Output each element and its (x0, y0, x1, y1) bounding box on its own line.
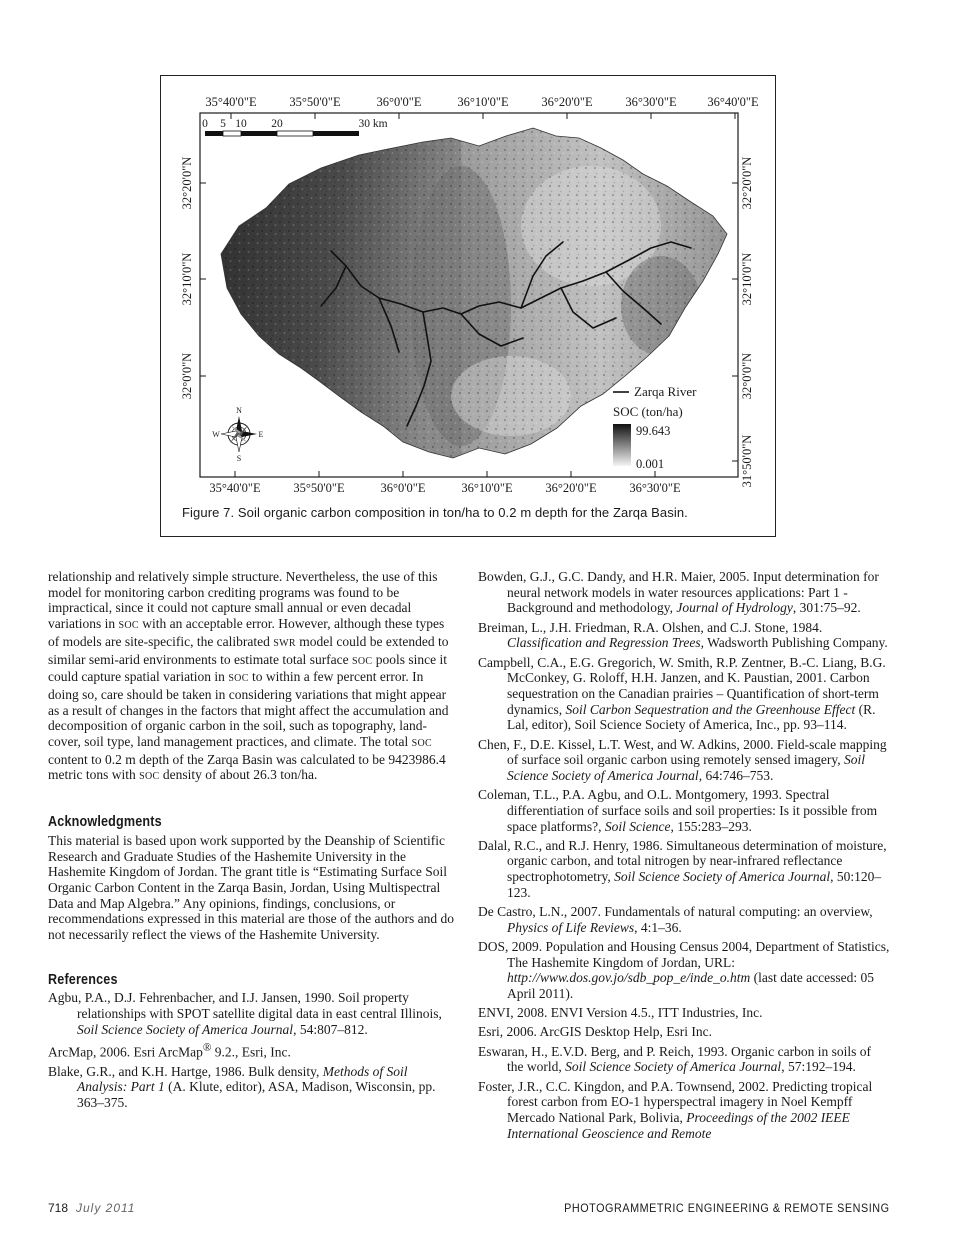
lat-label-left: 32°20'0"N (180, 156, 194, 210)
soc-legend-ramp (613, 424, 631, 466)
lon-label-top: 36°40'0"E (707, 95, 759, 109)
left-column (48, 569, 456, 1114)
references-list-right (478, 569, 890, 1141)
compass-n: N (236, 406, 242, 415)
lon-label-top: 36°10'0"E (457, 95, 509, 109)
reference-entry: Chen, F., D.E. Kissel, L.T. West, and W. Adkins, 2000. Field-scale mapping of surface soil organic carbon using remotely sensed imagery, Soil Science Society of America Journal, 64:746–753. (478, 736, 887, 783)
scale-label: 5 (220, 118, 226, 130)
lon-label-bottom: 36°10'0"E (461, 481, 513, 495)
journal-name: PHOTOGRAMMETRIC ENGINEERING & REMOTE SENSING (564, 1201, 890, 1215)
figure-7 (160, 75, 776, 537)
soc-legend-max: 99.643 (636, 424, 671, 438)
scale-label: 10 (235, 118, 247, 130)
lat-label-right: 31°50'0"N (740, 434, 754, 488)
compass-e: E (258, 430, 264, 439)
reference-entry: Dalal, R.C., and R.J. Henry, 1986. Simultaneous determination of moisture, organic carbon, and total nitrogen by near-infrared reflectance spectrophotometry, Soil Science Society of America Journal, 50:120–123. (478, 837, 887, 900)
page-number: 718 (48, 1201, 69, 1215)
lat-label-right: 32°20'0"N (740, 156, 754, 210)
acknowledgments-text: This material is based upon work supported by the Deanship of Scientific Research and Graduate Studies of the Hashemite University in the Hashemite Kingdom of Jordan. The grant title is “Estimating Surface Soil Organic Carbon Content in the Zarqa Basin, Jordan, Using Multispectral Data and Map Algebra.” Any opinions, findings, conclusions, or recommendations expressed in this material are those of the authors and do not necessarily reflect the views of the Hashemite University. (48, 832, 455, 943)
acknowledgments-heading: Acknowledgments (48, 813, 162, 831)
soc-legend-title: SOC (ton/ha) (613, 404, 683, 419)
soc-map (161, 76, 777, 538)
lat-label-right: 32°10'0"N (740, 252, 754, 306)
references-list-left (48, 990, 456, 1110)
lon-label-bottom: 35°50'0"E (293, 481, 345, 495)
reference-entry: Coleman, T.L., P.A. Agbu, and O.L. Montgomery, 1993. Spectral differentiation of surface soils and soil properties: Is it possible from space platforms?, Soil Science, 155:283–293. (478, 787, 878, 834)
top-longitude-labels (205, 95, 759, 109)
reference-entry: Campbell, C.A., E.G. Gregorich, W. Smith, R.P. Zentner, B.-C. Liang, B.G. McConkey, G. Roloff, H.H. Janzen, and K. Paustian, 2001. Carbon sequestration on the Canadian prairies – Quantification of short-term dynamics, Soil Carbon Sequestration and the Greenhouse Effect (R. Lal, editor), Soil Science Society of America, Inc., pp. 93–114. (478, 654, 886, 733)
scale-label: 20 (271, 118, 283, 130)
right-column (478, 569, 890, 1145)
river-legend-label: Zarqa River (634, 384, 697, 399)
scale-label: 30 km (358, 118, 388, 130)
compass-s: S (236, 454, 242, 463)
reference-entry: Bowden, G.J., G.C. Dandy, and H.R. Maier, 2005. Input determination for neural network models in water resources applications: Part 1 - Background and methodology, Journal of Hydrology, 301:75–92. (478, 569, 879, 616)
compass-w: W (212, 430, 220, 439)
lat-label-left: 32°10'0"N (180, 252, 194, 306)
lon-label-bottom: 35°40'0"E (209, 481, 261, 495)
reference-entry: Breiman, L., J.H. Friedman, R.A. Olshen, and C.J. Stone, 1984. Classification and Regression Trees, Wadsworth Publishing Company. (478, 619, 888, 651)
reference-entry: Blake, G.R., and K.H. Hartge, 1986. Bulk density, Methods of Soil Analysis: Part 1 (A. Klute, editor), ASA, Madison, Wisconsin, pp. 363–375. (48, 1063, 436, 1111)
lon-label-top: 36°30'0"E (625, 95, 677, 109)
lon-label-top: 36°0'0"E (376, 95, 422, 109)
lon-label-bottom: 36°0'0"E (380, 481, 426, 495)
reference-entry: DOS, 2009. Population and Housing Census 2004, Department of Statistics, The Hashemite Kingdom of Jordan, URL: http://www.dos.gov.jo/sdb_pop_e/inde_o.htm (last date accessed: 05 April 2011). (478, 938, 890, 1002)
bottom-longitude-labels (209, 481, 681, 495)
left-latitude-labels (180, 157, 194, 400)
reference-entry: Esri, 2006. ArcGIS Desktop Help, Esri Inc. (478, 1024, 712, 1040)
reference-entry: ArcMap, 2006. Esri ArcMap® 9.2., Esri, Inc. (48, 1042, 291, 1060)
lat-label-left: 32°0'0"N (180, 352, 194, 400)
body-paragraph: relationship and relatively simple structure. Nevertheless, the use of this model for monitoring carbon crediting programs was found to be impractical, since it could not capture small annual or even decadal variations in SOC with an acceptable error. However, although these types of models are site-specific, the calibrated SWR model could be extended to similar semi-arid environments to estimate total surface SOC pools since it could capture spatial variation in SOC to within a few percent error. In doing so, care should be taken in considering variations that might appear as a result of changes in the factors that might affect the accumulation and decomposition of organic carbon in the soil, such as topography, land-cover, soil type, land management practices, and climate. The total SOC content to 0.2 m depth of the Zarqa Basin was calculated to be 9423986.4 metric tons with SOC density of about 26.3 ton/ha. (48, 569, 449, 783)
figure-caption: Figure 7. Soil organic carbon composition in ton/ha to 0.2 m depth for the Zarqa Basin. (182, 505, 688, 520)
reference-entry: ENVI, 2008. ENVI Version 4.5., ITT Industries, Inc. (478, 1005, 763, 1021)
lon-label-bottom: 36°30'0"E (629, 481, 681, 495)
lat-label-right: 32°0'0"N (740, 352, 754, 400)
lon-label-top: 35°40'0"E (205, 95, 257, 109)
reference-entry: De Castro, L.N., 2007. Fundamentals of natural computing: an overview, Physics of Life Reviews, 4:1–36. (478, 904, 873, 935)
lon-label-top: 36°20'0"E (541, 95, 593, 109)
right-latitude-labels (740, 157, 754, 488)
scale-label: 0 (202, 118, 208, 130)
references-heading: References (48, 970, 118, 988)
reference-entry: Foster, J.R., C.C. Kingdon, and P.A. Townsend, 2002. Predicting tropical forest carbon from EO-1 hyperspectral imagery in Noel Kempff Mercado National Park, Bolivia, Proceedings of the 2002 IEEE International Geoscience and Remote (478, 1078, 873, 1141)
reference-entry: Agbu, P.A., D.J. Fehrenbacher, and I.J. Jansen, 1990. Soil property relationships with SPOT satellite digital data in east central Illinois, Soil Science Society of America Journal, 54:807–812. (48, 990, 442, 1037)
lon-label-bottom: 36°20'0"E (545, 481, 597, 495)
lon-label-top: 35°50'0"E (289, 95, 341, 109)
issue-date: July 2011 (76, 1201, 136, 1215)
reference-entry: Eswaran, H., E.V.D. Berg, and P. Reich, 1993. Organic carbon in soils of the world, Soil Science Society of America Journal, 57:192–194. (478, 1043, 871, 1075)
soc-legend-min: 0.001 (636, 457, 665, 471)
